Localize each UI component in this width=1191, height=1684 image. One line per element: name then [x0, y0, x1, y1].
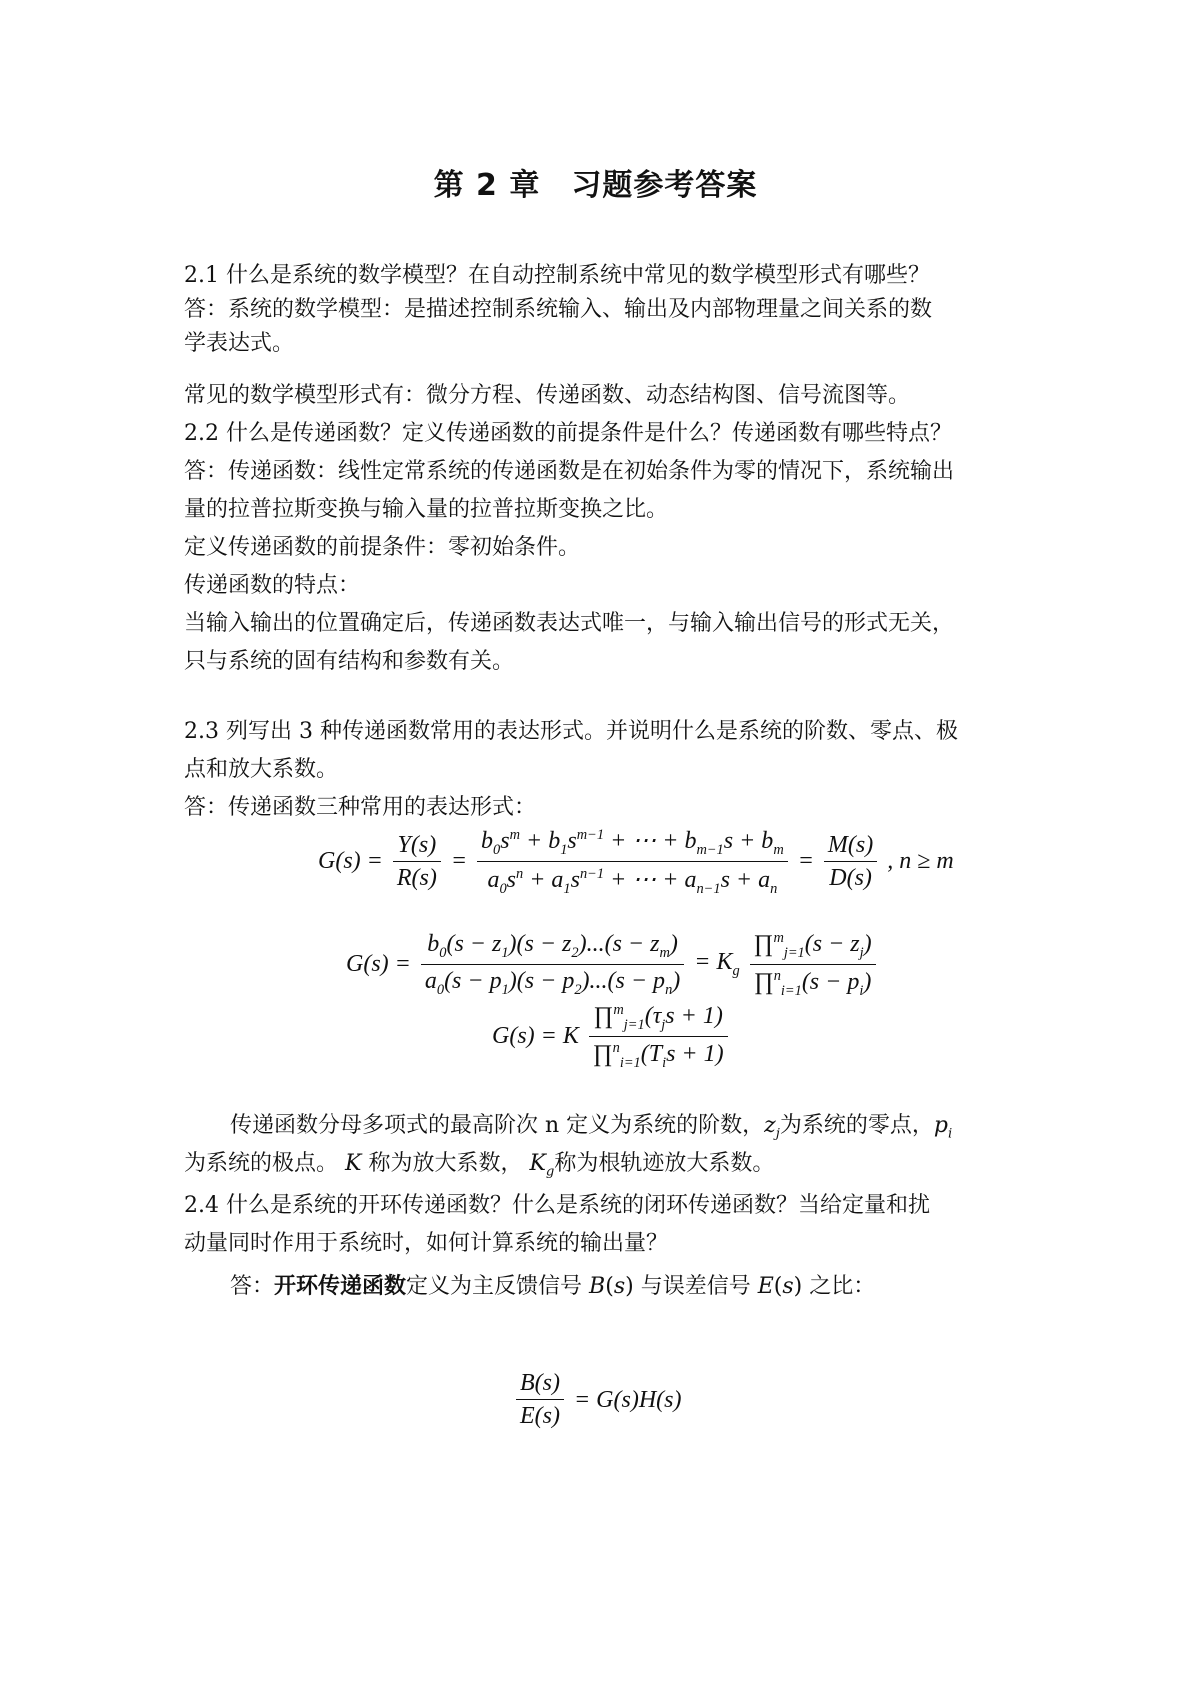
- answer-2-3-line1: 答：传递函数三种常用的表达形式：: [184, 795, 537, 820]
- explain-text: 为系统的极点。: [184, 1151, 339, 1176]
- question-2-2: 2.2 什么是传递函数？定义传递函数的前提条件是什么？传递函数有哪些特点？: [184, 421, 952, 446]
- explain-text: 传递函数分母多项式的最高阶次 n 定义为系统的阶数，: [230, 1113, 765, 1138]
- answer-text: 定义为主反馈信号: [406, 1274, 583, 1299]
- explain-text: 称为根轨迹放大系数。: [554, 1151, 775, 1176]
- formula-zero-pole-form: G(s) = $\frac{b_0(s - z_1)(s - z_2)...(s - z_m)}{a_0(s - p_1)(s - p_2)...(s - p_n)}$ = $K_g$ $\frac{\prod^m_{j=1}(s - z_j)}{\prod^n_{i=1}(s - p_i)}$: [346, 930, 880, 1000]
- answer-text: 之比：: [809, 1274, 876, 1299]
- answer-prefix: 答：: [230, 1274, 275, 1299]
- formula-polynomial-form: G(s) = $\frac{Y(s)}{R(s)}$ = $\frac{b_0s^m + b_1s^{m-1} + \cdots + b_{m-1}s + b_m}{a_0s^n + a_1s^{n-1} + \cdots + a_{n-1}s + a_n}$ = $\frac{M(s)}{D(s)}$ , n ≥ m: [318, 827, 954, 897]
- question-2-4-line2: 动量同时作用于系统时，如何计算系统的输出量？: [184, 1231, 669, 1256]
- question-2-3-line2: 点和放大系数。: [184, 757, 339, 782]
- answer-2-1-line3: 常见的数学模型形式有：微分方程、传递函数、动态结构图、信号流图等。: [184, 383, 911, 408]
- answer-2-1-line1: 答：系统的数学模型：是描述控制系统输入、输出及内部物理量之间关系的数: [184, 297, 933, 322]
- answer-2-2-line4: 传递函数的特点：: [184, 573, 361, 598]
- question-2-3-line1: 2.3 列写出 3 种传递函数常用的表达形式。并说明什么是系统的阶数、零点、极: [184, 719, 958, 744]
- question-2-4-line1: 2.4 什么是系统的开环传递函数？什么是系统的闭环传递函数？当给定量和扰: [184, 1193, 930, 1218]
- page-title: 第 2 章 习题参考答案: [433, 168, 758, 203]
- answer-term: 开环传递函数: [274, 1273, 407, 1299]
- answer-2-2-line5: 当输入输出的位置确定后，传递函数表达式唯一，与输入输出信号的形式无关，: [184, 611, 955, 636]
- formula-time-constant-form: G(s) = K $\frac{\prod^m_{j=1}(\tau_js + 1)}{\prod^n_{i=1}(T_is + 1)}$: [492, 1002, 732, 1072]
- answer-2-2-line2: 量的拉普拉斯变换与输入量的拉普拉斯变换之比。: [184, 497, 669, 522]
- answer-2-2-line6: 只与系统的固有结构和参数有关。: [184, 649, 515, 674]
- answer-2-1-line2: 学表达式。: [184, 331, 295, 356]
- explain-2-3-line2: 为系统的极点。 K 称为放大系数， $K_g$称为根轨迹放大系数。: [184, 1151, 775, 1180]
- explain-text: 称为放大系数，: [368, 1151, 523, 1176]
- explain-text: 为系统的零点，: [779, 1113, 934, 1138]
- answer-2-2-line3: 定义传递函数的前提条件：零初始条件。: [184, 535, 581, 560]
- answer-text: 与误差信号: [640, 1274, 751, 1299]
- question-2-1: 2.1 什么是系统的数学模型？在自动控制系统中常见的数学模型形式有哪些？: [184, 263, 930, 288]
- explain-2-3-line1: 传递函数分母多项式的最高阶次 n 定义为系统的阶数，$z_j$为系统的零点，$p_i$: [230, 1113, 953, 1142]
- formula-open-loop: $\frac{B(s)}{E(s)}$ = G(s)H(s): [512, 1370, 682, 1430]
- answer-2-2-line1: 答：传递函数：线性定常系统的传递函数是在初始条件为零的情况下，系统输出: [184, 459, 955, 484]
- answer-2-4-line1: 答：开环传递函数定义为主反馈信号 B(s) 与误差信号 E(s) 之比：: [230, 1273, 876, 1299]
